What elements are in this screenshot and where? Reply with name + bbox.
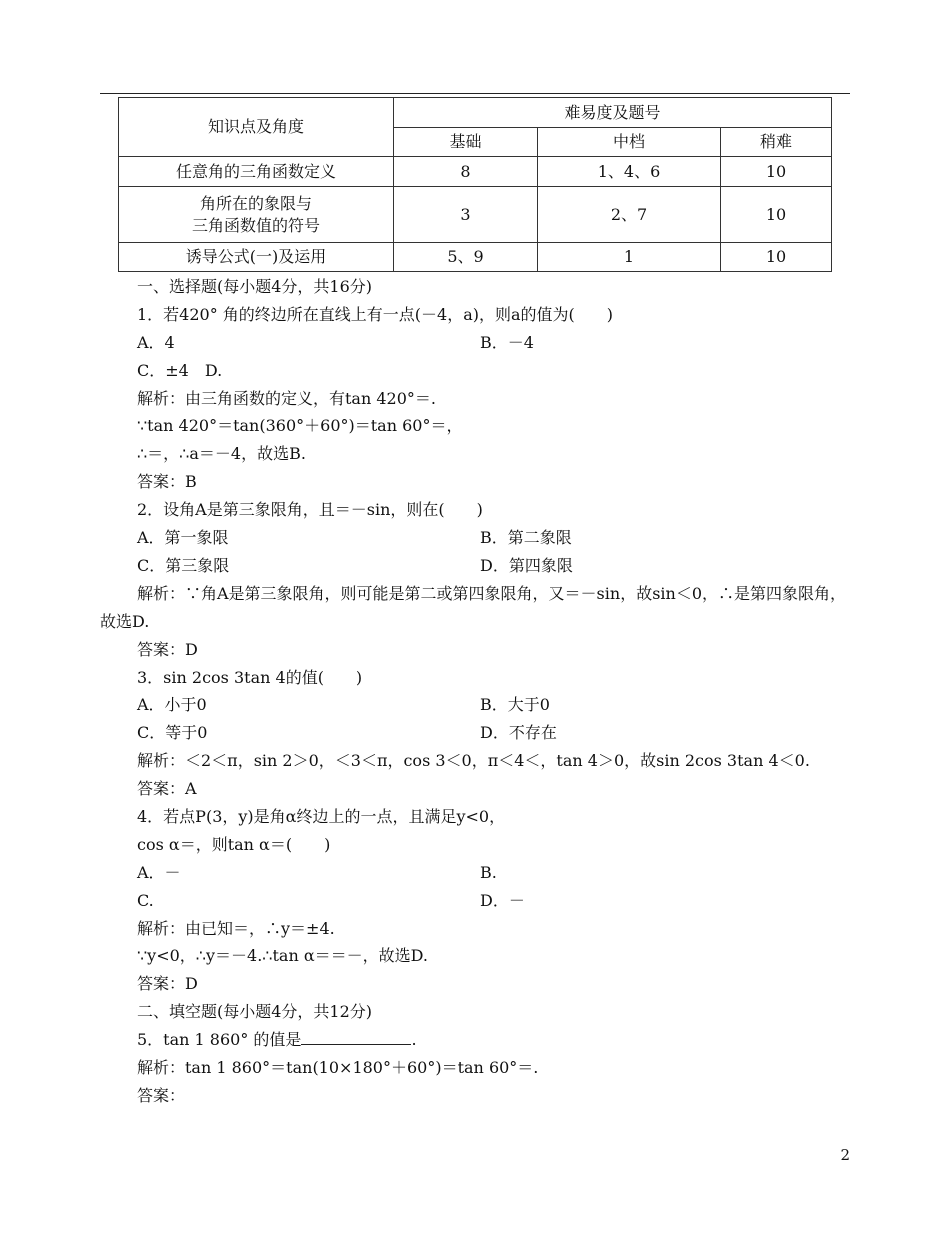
q1-solution-3: ∴＝，∴a＝－4，故选B. (137, 444, 306, 464)
q3-option-c: C．等于0 (137, 723, 208, 743)
q2-options-cd (100, 552, 850, 580)
q3-option-a: A．小于0 (137, 695, 207, 715)
row1-mid: 1、4、6 (538, 157, 721, 187)
header-topic: 知识点及角度 (119, 98, 394, 157)
header-mid: 中档 (538, 128, 721, 157)
q5-answer: 答案： (137, 1085, 186, 1105)
question-3: 3．sin 2cos 3tan 4的值( ) (137, 667, 363, 687)
q5-text: 5．tan 1 860° 的值是 (137, 1030, 302, 1050)
q2-solution: 解析：∵角A是第三象限角，则可能是第二或第四象限角，又＝－sin，故sin＜0，∴是第四象限角，故选D. (100, 583, 847, 631)
row2-hard: 10 (721, 187, 832, 243)
question-4-cont: cos α＝，则tan α＝( ) (137, 834, 331, 854)
section-2-heading: 二、填空题(每小题4分，共12分) (137, 1002, 373, 1022)
q5-answer-blank (301, 1026, 411, 1045)
question-4: 4．若点P(3，y)是角α终边上的一点，且满足y<0， (137, 806, 506, 826)
q3-answer: 答案：A (137, 779, 197, 799)
q2-option-b: B．第二象限 (480, 528, 572, 548)
q4-solution-1: 解析：由已知＝，∴y＝±4. (137, 918, 335, 938)
row3-mid: 1 (538, 243, 721, 272)
q1-options-ab (100, 329, 850, 357)
header-rule (100, 93, 850, 94)
q4-options-cd (100, 887, 850, 915)
row2-mid: 2、7 (538, 187, 721, 243)
q4-option-b: B. (480, 862, 497, 882)
row2-basic: 3 (394, 187, 538, 243)
row3-hard: 10 (721, 243, 832, 272)
question-1: 1．若420° 角的终边所在直线上有一点(－4，a)，则a的值为( ) (137, 304, 614, 324)
q2-option-d: D．第四象限 (480, 555, 573, 575)
row2-topic (119, 187, 394, 243)
row1-basic: 8 (394, 157, 538, 187)
q5-period: . (411, 1030, 417, 1050)
row3-topic: 诱导公式(一)及运用 (119, 243, 394, 272)
knowledge-table (118, 97, 832, 272)
row2-topic-line2: 三角函数值的符号 (191, 215, 320, 235)
question-2: 2．设角A是第三象限角，且＝－sin，则在( ) (137, 500, 483, 520)
q4-option-d: D．－ (480, 890, 525, 910)
row1-topic: 任意角的三角函数定义 (119, 157, 394, 187)
row1-hard: 10 (721, 157, 832, 187)
section-1-heading: 一、选择题(每小题4分，共16分) (137, 277, 373, 296)
page-number: 2 (840, 1146, 850, 1164)
q3-option-d: D．不存在 (480, 723, 557, 743)
q3-option-b: B．大于0 (480, 695, 550, 715)
q1-option-b: B．－4 (480, 332, 534, 352)
q4-option-a: A．－ (137, 862, 181, 882)
question-5 (100, 1026, 850, 1054)
header-basic: 基础 (394, 128, 538, 157)
q2-option-c: C．第三象限 (137, 555, 230, 575)
q3-options-cd (100, 719, 850, 747)
q1-answer: 答案：B (137, 472, 197, 492)
q4-answer: 答案：D (137, 974, 198, 994)
row2-topic-line1: 角所在的象限与 (199, 193, 312, 213)
q1-solution-2: ∵tan 420°＝tan(360°＋60°)＝tan 60°＝， (137, 416, 463, 436)
q2-option-a: A．第一象限 (137, 528, 229, 548)
q4-solution-2: ∵y<0，∴y＝－4.∴tan α＝＝－，故选D. (137, 946, 428, 966)
q3-options-ab (100, 691, 850, 719)
q4-option-c: C. (137, 890, 154, 910)
q1-option-a: A．4 (137, 332, 175, 352)
header-hard: 稍难 (721, 128, 832, 157)
q5-solution: 解析：tan 1 860°＝tan(10×180°＋60°)＝tan 60°＝. (137, 1057, 539, 1077)
q3-solution: 解析：＜2＜π，sin 2＞0，＜3＜π，cos 3＜0，π＜4＜，tan 4＞0，故sin 2cos 3tan 4＜0. (137, 751, 810, 771)
row3-basic: 5、9 (394, 243, 538, 272)
q2-options-ab (100, 524, 850, 552)
header-difficulty: 难易度及题号 (394, 98, 832, 128)
q1-solution-1: 解析：由三角函数的定义，有tan 420°＝. (137, 388, 436, 408)
q4-options-ab (100, 859, 850, 887)
q1-options-cd: C．±4 D. (137, 360, 223, 380)
document-body (100, 273, 850, 1110)
q2-answer: 答案：D (137, 639, 198, 659)
